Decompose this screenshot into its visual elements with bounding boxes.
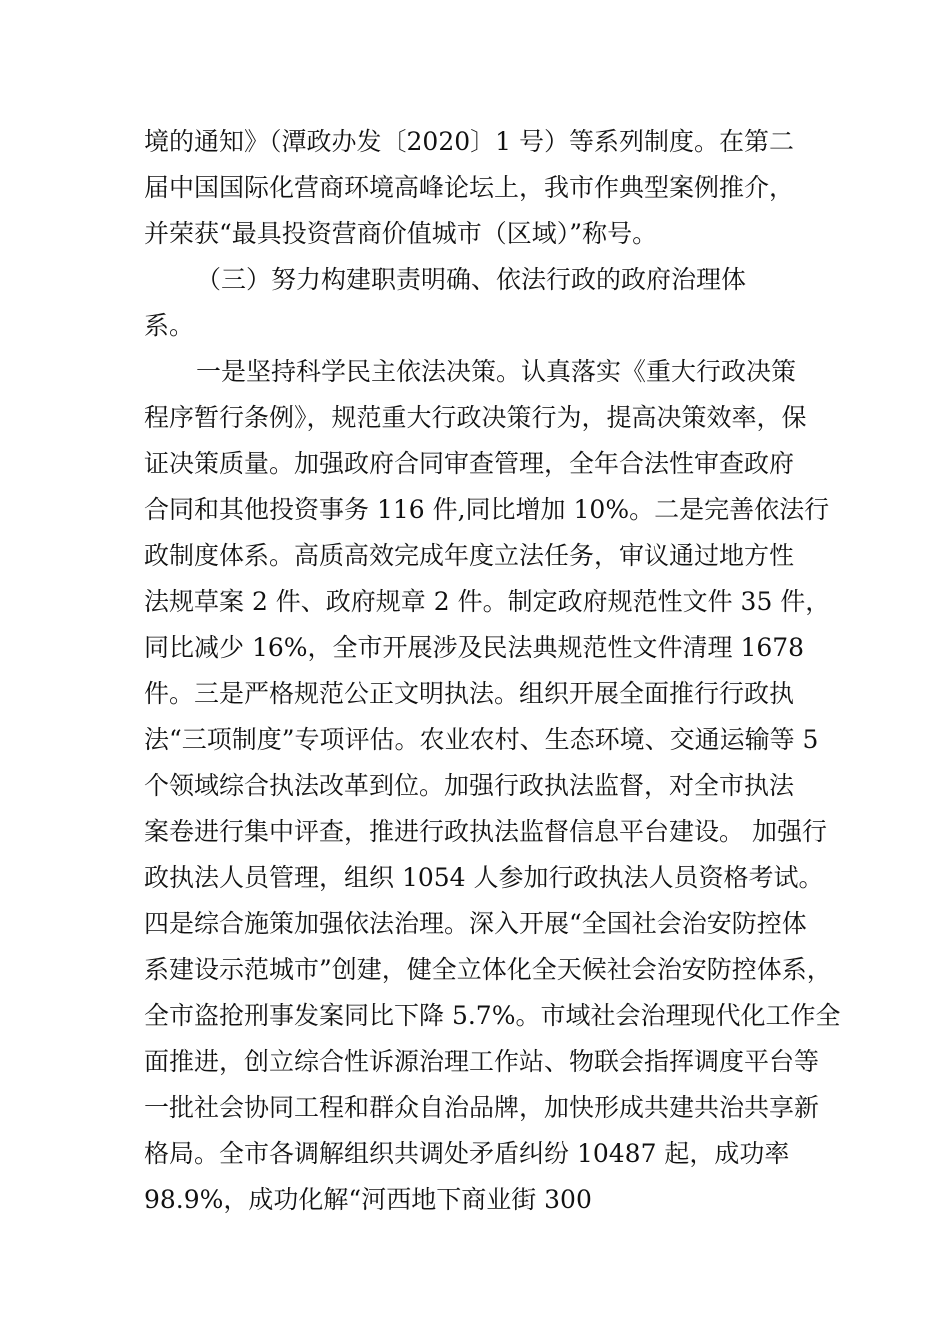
section-heading-continued: 系。: [144, 311, 195, 340]
text-line: 件。三是严格规范公正文明执法。组织开展全面推行行政执: [144, 679, 795, 708]
text-line: 98.9%，成功化解“河西地下商业街 300: [144, 1185, 592, 1214]
text-line: 一批社会协同工程和群众自治品牌，加快形成共建共治共享新: [144, 1093, 820, 1122]
text-line: 法规草案 2 件、政府规章 2 件。制定政府规范性文件 35 件，: [144, 587, 831, 616]
text-line: 面推进，创立综合性诉源治理工作站、物联会指挥调度平台等: [144, 1047, 820, 1076]
text-line: 届中国国际化营商环境高峰论坛上，我市作典型案例推介，: [144, 173, 795, 202]
section-heading: （三）努力构建职责明确、依法行政的政府治理体: [196, 265, 747, 294]
text-line: 政制度体系。高质高效完成年度立法任务，审议通过地方性: [144, 541, 795, 570]
text-line: 案卷进行集中评查，推进行政执法监督信息平台建设。 加强行: [144, 817, 827, 846]
text-line: 四是综合施策加强依法治理。深入开展“全国社会治安防控体: [144, 909, 807, 938]
text-line: 同比减少 16%，全市开展涉及民法典规范性文件清理 1678: [144, 633, 805, 662]
text-line: 合同和其他投资事务 116 件,同比增加 10%。二是完善依法行: [144, 495, 830, 524]
text-line: 个领域综合执法改革到位。加强行政执法监督，对全市执法: [144, 771, 795, 800]
text-line: 全市盗抢刑事发案同比下降 5.7%。市域社会治理现代化工作全: [144, 1001, 841, 1030]
text-line: 政执法人员管理，组织 1054 人参加行政执法人员资格考试。: [144, 863, 824, 892]
text-line: 法“三项制度”专项评估。农业农村、生态环境、交通运输等 5: [144, 725, 819, 754]
text-line: 程序暂行条例》，规范重大行政决策行为，提高决策效率，保: [144, 403, 807, 432]
text-line: 并荣获“最具投资营商价值城市（区域）”称号。: [144, 219, 658, 248]
text-line: 证决策质量。加强政府合同审查管理，全年合法性审查政府: [144, 449, 795, 478]
text-line: 格局。全市各调解组织共调处矛盾纠纷 10487 起，成功率: [144, 1139, 790, 1168]
paragraph-start-line: 一是坚持科学民主依法决策。认真落实《重大行政决策: [196, 357, 797, 386]
text-line: 系建设示范城市”创建，健全立体化全天候社会治安防控体系，: [144, 955, 832, 984]
text-line: 境的通知》（潭政办发〔2020〕1 号）等系列制度。在第二: [144, 127, 794, 156]
